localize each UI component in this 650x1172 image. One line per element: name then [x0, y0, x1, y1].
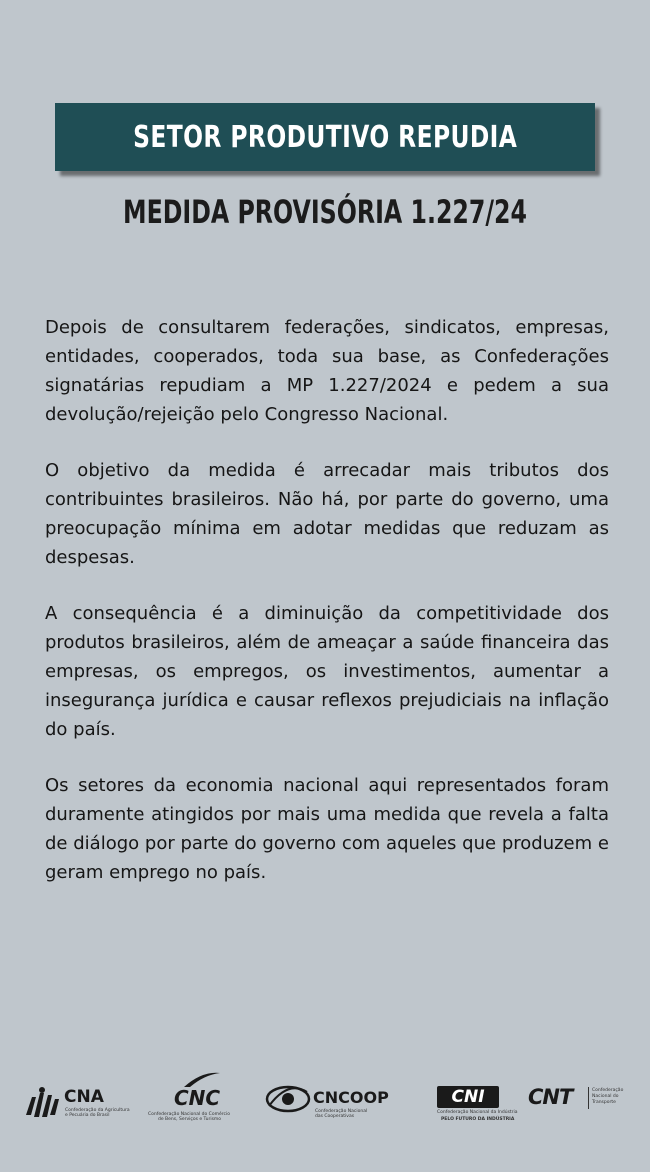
cna-subtitle-2: e Pecuária do Brasil [65, 1113, 110, 1118]
cna-emblem-icon [22, 1085, 62, 1125]
cnt-subtitle-1: Confederação [592, 1088, 624, 1093]
paragraph-2: O objetivo da medida é arrecadar mais tributos dos contribuintes brasileiros. Não há, por parte do governo, uma preocupação mínima em adotar medidas que reduzam as despesas. [45, 460, 609, 568]
cna-name: CNA [64, 1087, 104, 1107]
cncoop-subtitle-1: Confederação Nacional [315, 1109, 368, 1114]
cnt-subtitle-3: Transporte [592, 1100, 616, 1105]
cncoop-name: CNCOOP [313, 1088, 389, 1107]
cni-subtitle-1: Confederação Nacional da Indústria [437, 1110, 518, 1115]
cna-subtitle-1: Confederação da Agricultura [65, 1108, 130, 1113]
cni-name: CNI [451, 1087, 485, 1107]
cnt-divider [588, 1087, 589, 1109]
cnc-logo [148, 1072, 264, 1132]
paragraph-1: Depois de consultarem federações, sindicatos, empresas, entidades, cooperados, toda sua base, as Confederações signatárias repudiam a MP 1.227/2024 e pedem a sua devolução/rejeição pelo Congresso Nacional. [45, 317, 609, 425]
cnt-name: CNT [528, 1085, 573, 1109]
cnc-subtitle-2: de Bens, Serviços e Turismo [158, 1117, 222, 1122]
cncoop-logo [265, 1072, 405, 1132]
cnc-subtitle-1: Confederação Nacional do Comércio [148, 1112, 230, 1117]
paragraph-3: A consequência é a diminuição da competitividade dos produtos brasileiros, além de ameaçar a saúde financeira das empresas, os empregos, os investimentos, aumentar a insegurança jurídica e causar reflexos prejudiciais na inflação do país. [45, 603, 609, 740]
title-banner [55, 103, 595, 171]
cni-box [437, 1086, 499, 1108]
banner-title: SETOR PRODUTIVO REPUDIA [132, 119, 518, 155]
cnt-subtitle-2: Nacional do [592, 1094, 619, 1099]
paragraph-4: Os setores da economia nacional aqui representados foram duramente atingidos por mais uma medida que revela a falta de diálogo por parte do governo com aqueles que produzem e geram emprego no país. [45, 775, 609, 883]
cni-logo [437, 1072, 527, 1132]
cni-subtitle-2: PELO FUTURO DA INDÚSTRIA [441, 1117, 515, 1122]
cncoop-emblem-icon [265, 1082, 311, 1116]
subtitle: MEDIDA PROVISÓRIA 1.227/24 [123, 193, 527, 231]
cncoop-subtitle-2: das Cooperativas [315, 1114, 355, 1119]
cnc-name: CNC [174, 1086, 221, 1110]
cna-logo [22, 1072, 142, 1132]
statement-body [45, 313, 609, 914]
cnt-logo [528, 1072, 632, 1132]
signatory-logos [22, 1072, 632, 1132]
